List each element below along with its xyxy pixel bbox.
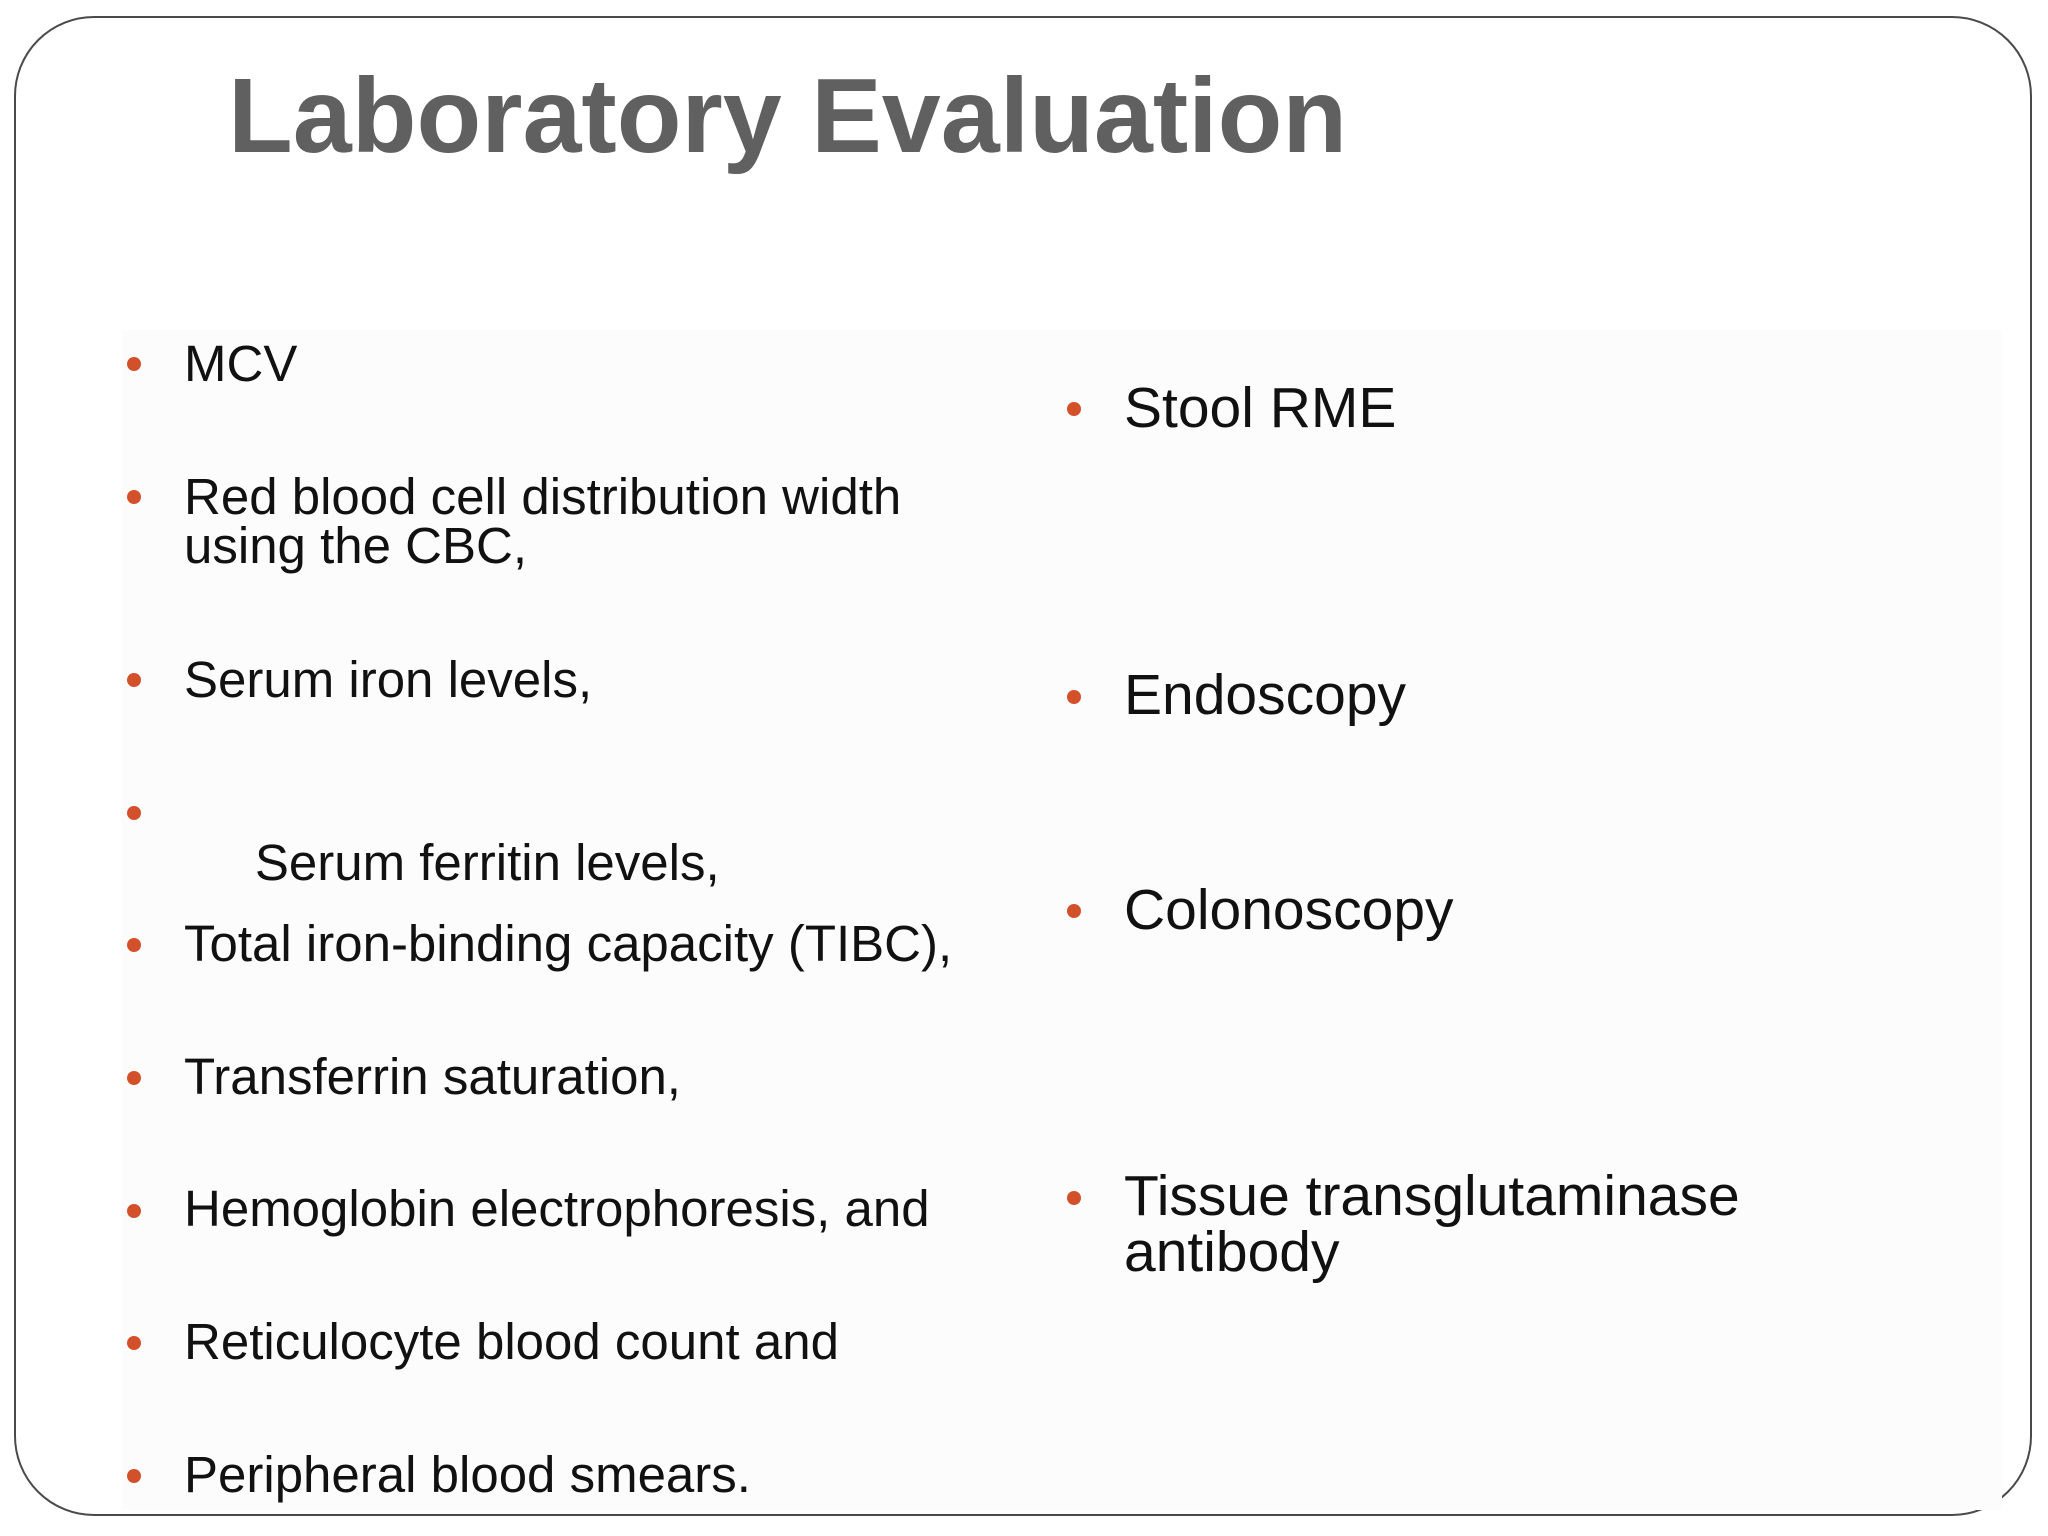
- list-item-text: Transferrin saturation,: [184, 1048, 681, 1105]
- bullet-icon: [127, 938, 141, 952]
- list-item: [1124, 376, 1397, 440]
- list-item-continuation: [1124, 1220, 1340, 1284]
- list-item-text: Total iron-binding capacity (TIBC),: [184, 915, 953, 972]
- bullet-icon: [127, 1469, 141, 1483]
- list-item-text: Tissue transglutaminase: [1124, 1164, 1740, 1228]
- bullet-icon: [127, 1071, 141, 1085]
- list-item-text: antibody: [1124, 1220, 1340, 1284]
- slide-title: Laboratory Evaluation: [228, 57, 1348, 175]
- bullet-icon: [1067, 402, 1081, 416]
- list-item-continuation: [184, 517, 528, 574]
- bullet-icon: [1067, 690, 1081, 704]
- list-item: [184, 468, 902, 525]
- list-item: [184, 651, 593, 708]
- list-item: [1124, 1164, 1740, 1228]
- list-item-text: Serum iron levels,: [184, 651, 593, 708]
- list-item-text: Reticulocyte blood count and: [184, 1313, 839, 1370]
- bullet-icon: [127, 673, 141, 687]
- bullet-icon: [127, 1336, 141, 1350]
- list-item-text: MCV: [184, 335, 298, 392]
- list-item-text: Serum ferritin levels,: [240, 834, 720, 891]
- list-item: [184, 1048, 681, 1105]
- list-item-text: using the CBC,: [184, 517, 528, 574]
- bullet-icon: [127, 1204, 141, 1218]
- list-item: [184, 1313, 839, 1370]
- list-item: [184, 915, 953, 972]
- bullet-icon: [127, 357, 141, 371]
- bullet-icon: [1067, 904, 1081, 918]
- bullet-icon: [127, 806, 141, 820]
- list-item-text: Stool RME: [1124, 376, 1397, 440]
- list-item: [1124, 878, 1454, 942]
- list-item: [184, 1446, 751, 1503]
- list-item-text: Endoscopy: [1124, 663, 1407, 727]
- list-item: [1124, 663, 1407, 727]
- list-item-text: Red blood cell distribution width: [184, 468, 902, 525]
- list-item-text: Hemoglobin electrophoresis, and: [184, 1180, 930, 1237]
- list-item: [184, 335, 298, 392]
- list-item-text: Peripheral blood smears.: [184, 1446, 751, 1503]
- list-item-text: Colonoscopy: [1124, 878, 1454, 942]
- bullet-icon: [1067, 1191, 1081, 1205]
- bullet-icon: [127, 490, 141, 504]
- list-item: [184, 1180, 930, 1237]
